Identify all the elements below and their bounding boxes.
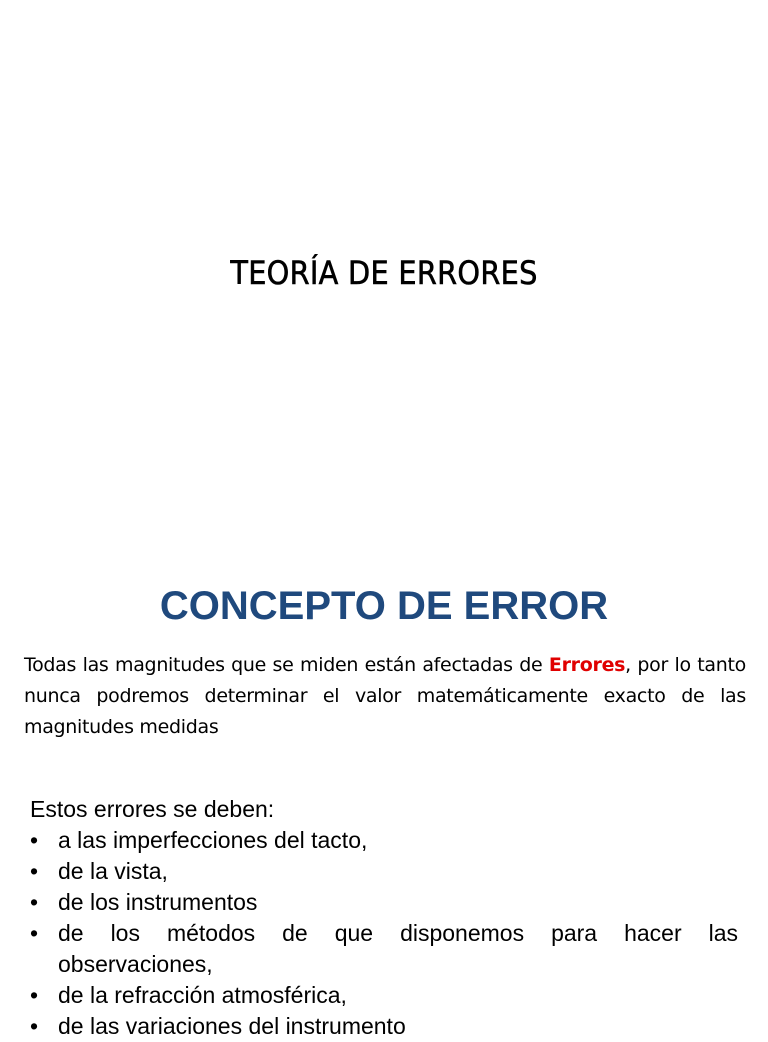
list-item <box>30 980 738 1011</box>
intro-paragraph <box>24 650 746 743</box>
main-title: TEORÍA DE ERRORES <box>230 254 538 292</box>
errores-highlight: Errores <box>548 654 626 676</box>
intro-text-before: Todas las magnitudes que se miden están afectadas de <box>24 654 549 676</box>
list-item <box>30 1011 738 1042</box>
list-item-text: de los instrumentos <box>58 889 258 915</box>
list-item-text: a las imperfecciones del tacto, <box>58 827 368 853</box>
list-item-text: de los métodos de que disponemos para hacer las observaciones, <box>58 920 738 977</box>
list-item <box>30 825 738 856</box>
section-title: CONCEPTO DE ERROR <box>159 584 609 628</box>
bullet-icon: • <box>30 889 39 915</box>
list-item-text: de la vista, <box>58 858 168 884</box>
list-item-text: de la refracción atmosférica, <box>58 982 347 1008</box>
list-item-text: de las variaciones del instrumento <box>58 1013 406 1039</box>
bullet-icon: • <box>30 858 39 884</box>
slide-concept <box>0 540 768 1039</box>
bullet-icon: • <box>30 982 39 1008</box>
causes-lead: Estos errores se deben: <box>30 796 275 822</box>
list-item <box>30 918 738 980</box>
list-item <box>30 856 738 887</box>
list-item <box>30 887 738 918</box>
causes-block <box>30 794 738 1042</box>
bullet-icon: • <box>30 827 39 853</box>
causes-list <box>30 825 738 1042</box>
intro-text-after: , por lo tanto nunca podremos determinar el valor matemáticamente exacto de las magnitudes medidas <box>24 654 746 738</box>
bullet-icon: • <box>30 1013 39 1039</box>
bullet-icon: • <box>30 920 39 946</box>
